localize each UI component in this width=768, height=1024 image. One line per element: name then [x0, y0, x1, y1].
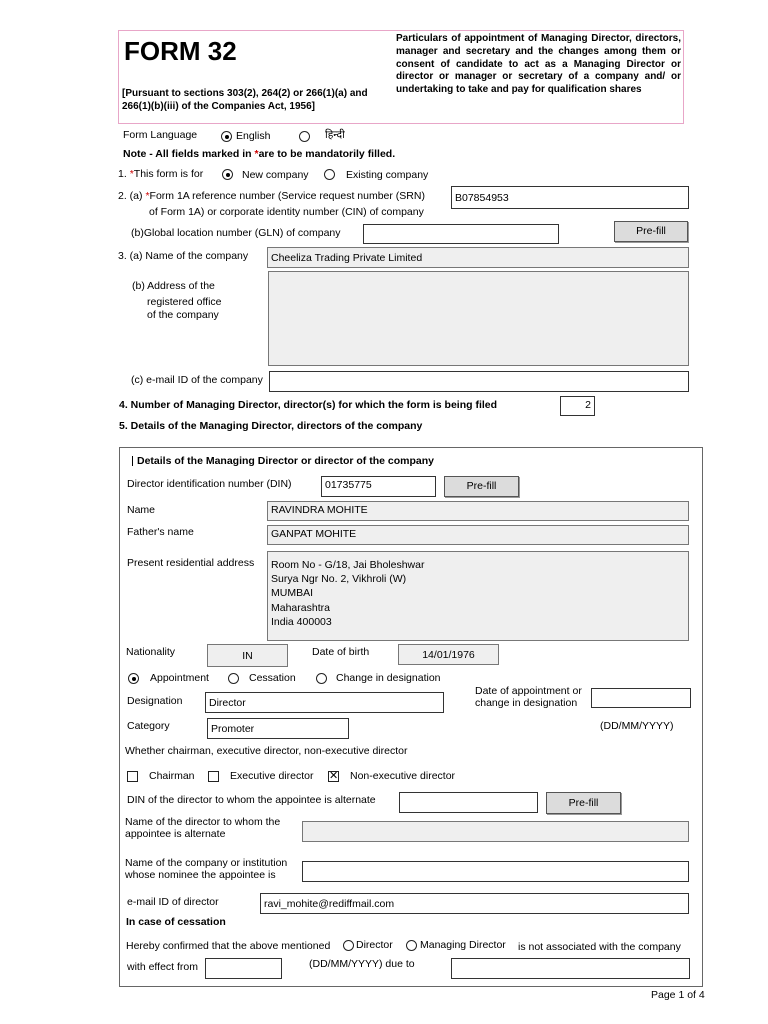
din-prefill-button[interactable]: Pre-fill	[444, 476, 519, 497]
address-line: Surya Ngr No. 2, Vikhroli (W)	[271, 573, 407, 586]
alternate-name-label-2: appointee is alternate	[125, 828, 226, 840]
alternate-din-label: DIN of the director to whom the appointee is alternate	[127, 794, 376, 806]
designation-field[interactable]: Director	[205, 692, 444, 713]
din-input[interactable]: 01735775	[321, 476, 436, 497]
alternate-name-label-1: Name of the director to whom the	[125, 816, 281, 828]
executive-director-label: Executive director	[230, 770, 314, 782]
gln-input[interactable]	[363, 224, 559, 244]
q4-label: 4. Number of Managing Director, director(s) for which the form is being filed	[119, 399, 498, 411]
address-label-3: of the company	[147, 309, 219, 321]
not-associated-label: is not associated with the company	[518, 941, 681, 953]
due-to-input[interactable]	[451, 958, 690, 979]
non-executive-director-label: Non-executive director	[350, 770, 456, 782]
particulars-text: Particulars of appointment of Managing Director, directors, manager and secretary and the changes among them or consent of candidate to act as a Managing Director or director or manager or secretary of a company and/ or undertaking to take and pay for qualification shares	[396, 33, 681, 96]
address-line: Room No - G/18, Jai Bholeshwar	[271, 559, 425, 571]
nationality-label: Nationality	[126, 646, 176, 658]
director-name-field[interactable]: RAVINDRA MOHITE	[267, 501, 689, 521]
company-email-input[interactable]	[269, 371, 689, 392]
director-type-label: Whether chairman, executive director, non-executive director	[125, 745, 408, 757]
director-email-label: e-mail ID of director	[127, 896, 219, 908]
category-field[interactable]: Promoter	[207, 718, 349, 739]
new-company-label: New company	[242, 169, 309, 181]
page-number: Page 1 of 4	[651, 989, 705, 1001]
registered-address-field[interactable]	[268, 271, 689, 366]
doa-label-1: Date of appointment or	[475, 685, 582, 697]
section-marker	[132, 456, 133, 466]
alternate-name-field[interactable]	[302, 821, 689, 842]
din-label: Director identification number (DIN)	[127, 478, 292, 490]
residential-address-field[interactable]	[267, 551, 689, 641]
father-name-label: Father's name	[127, 526, 194, 538]
language-english-label: English	[236, 130, 271, 142]
q2a-label: 2. (a) *Form 1A reference number (Service request number (SRN)	[118, 190, 425, 202]
chairman-label: Chairman	[149, 770, 195, 782]
cessation-md-radio[interactable]	[406, 940, 417, 951]
q2a-label-line2: of Form 1A) or corporate identity number (CIN) of company	[149, 206, 424, 218]
existing-company-label: Existing company	[346, 169, 429, 181]
form-title: FORM 32	[124, 36, 237, 66]
company-prefill-button[interactable]: Pre-fill	[614, 221, 688, 242]
company-name-label: 3. (a) Name of the company	[118, 250, 249, 262]
cessation-md-label: Managing Director	[420, 939, 506, 951]
srn-cin-input[interactable]: B07854953	[451, 186, 689, 209]
language-english-radio[interactable]	[221, 131, 232, 142]
director-email-input[interactable]: ravi_mohite@rediffmail.com	[260, 893, 689, 914]
doa-label-2: change in designation	[475, 697, 578, 709]
form-language-label: Form Language	[123, 129, 198, 141]
due-to-label: (DD/MM/YYYY) due to	[309, 958, 415, 970]
dob-field[interactable]: 14/01/1976	[398, 644, 499, 665]
non-executive-director-checkbox[interactable]: ✕	[329, 770, 339, 782]
address-line: India 400003	[271, 615, 332, 628]
address-line: Maharashtra	[271, 601, 330, 614]
confirm-label: Hereby confirmed that the above mentioned	[126, 940, 331, 952]
existing-company-radio[interactable]	[324, 169, 335, 180]
executive-director-checkbox[interactable]	[208, 771, 219, 782]
effect-from-label: with effect from	[127, 961, 198, 973]
new-company-radio[interactable]	[222, 169, 233, 180]
effect-from-input[interactable]	[205, 958, 282, 979]
nominee-label-2: whose nominee the appointee is	[125, 869, 276, 881]
alternate-din-input[interactable]	[399, 792, 538, 813]
doa-input[interactable]	[591, 688, 691, 708]
alternate-prefill-button[interactable]: Pre-fill	[546, 792, 621, 814]
address-label-1: (b) Address of the	[132, 280, 215, 292]
company-name-field[interactable]: Cheeliza Trading Private Limited	[267, 247, 689, 268]
pursuant-text: [Pursuant to sections 303(2), 264(2) or 266(1)(a) and 266(1)(b)(iii) of the Companies Act, 1956]	[122, 88, 368, 112]
change-designation-label: Change in designation	[336, 672, 441, 684]
q1-label: 1. *This form is for	[118, 168, 204, 180]
change-designation-radio[interactable]	[316, 673, 327, 684]
residential-address-label: Present residential address	[127, 557, 255, 569]
q5-label: 5. Details of the Managing Director, directors of the company	[119, 420, 423, 432]
mandatory-note: Note - All fields marked in *are to be mandatorily filled.	[123, 148, 396, 160]
cessation-director-label: Director	[356, 939, 393, 951]
address-label-2: registered office	[147, 296, 222, 308]
address-line: MUMBAI	[271, 587, 313, 600]
director-count-input[interactable]: 2	[560, 396, 595, 416]
designation-label: Designation	[127, 695, 183, 707]
cessation-director-radio[interactable]	[343, 940, 354, 951]
category-label: Category	[127, 720, 170, 732]
date-format-hint: (DD/MM/YYYY)	[600, 720, 674, 732]
gln-label: (b)Global location number (GLN) of company	[131, 227, 341, 239]
appointment-label: Appointment	[150, 672, 209, 684]
language-hindi-radio[interactable]	[299, 131, 310, 142]
father-name-field[interactable]: GANPAT MOHITE	[267, 525, 689, 545]
dob-label: Date of birth	[312, 646, 370, 658]
company-email-label: (c) e-mail ID of the company	[131, 374, 263, 386]
language-hindi-label: हिन्दी	[325, 129, 345, 141]
cessation-label: Cessation	[249, 672, 296, 684]
cessation-section-title: In case of cessation	[126, 916, 226, 928]
appointment-radio[interactable]	[128, 673, 139, 684]
director-section-title: Details of the Managing Director or director of the company	[137, 455, 434, 467]
nominee-input[interactable]	[302, 861, 689, 882]
director-name-label: Name	[127, 504, 156, 516]
nationality-field[interactable]: IN	[207, 644, 288, 667]
chairman-checkbox[interactable]	[127, 771, 138, 782]
nominee-label-1: Name of the company or institution	[125, 857, 288, 869]
cessation-radio[interactable]	[228, 673, 239, 684]
